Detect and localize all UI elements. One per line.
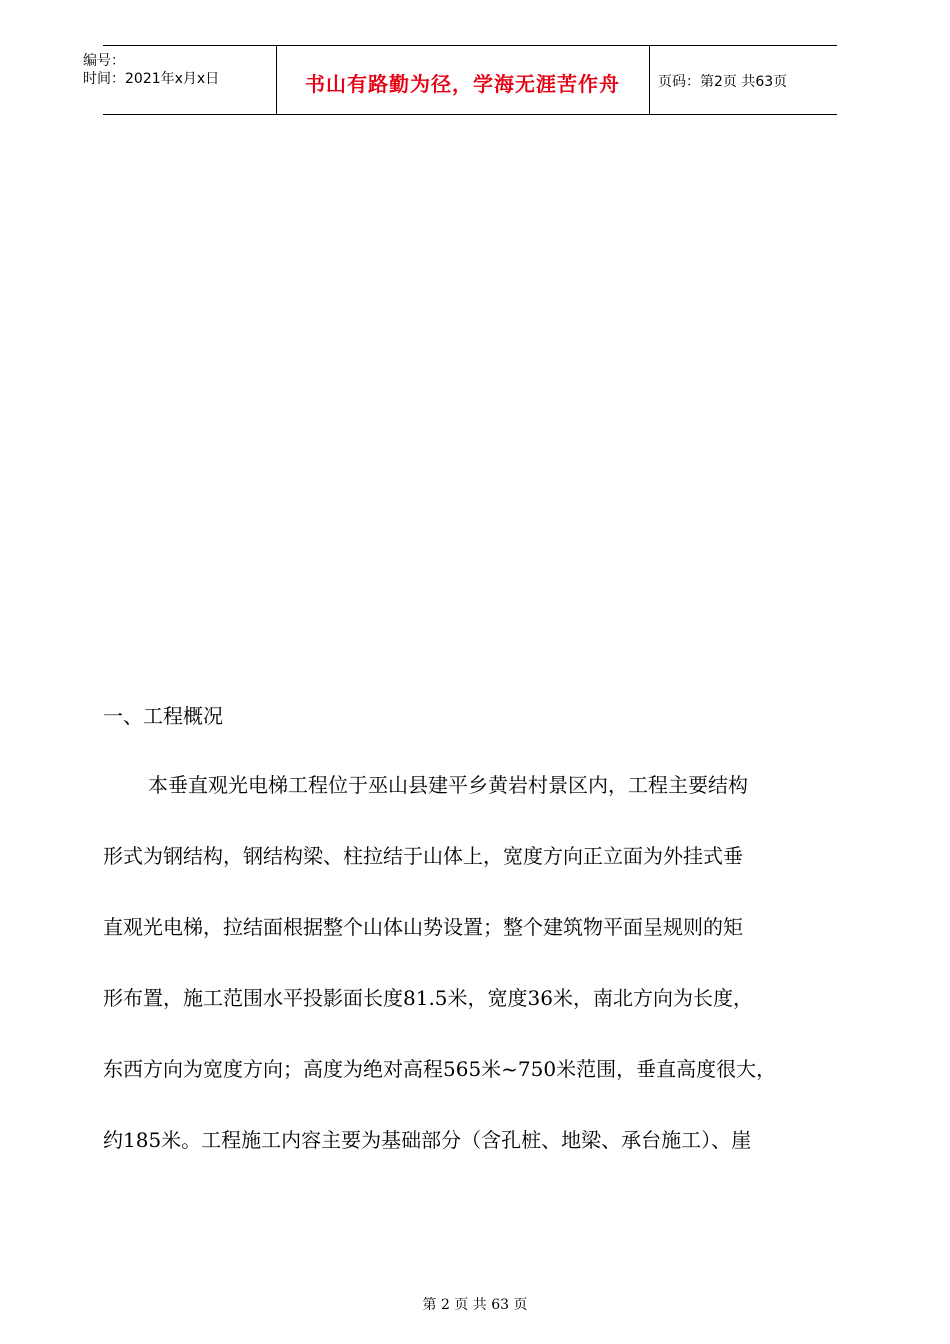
header-motto-cell xyxy=(276,46,650,114)
date-label: 时间：2021年x月x日 xyxy=(83,71,220,87)
paragraph-line: 约185米。工程施工内容主要为基础部分（含孔桩、地梁、承台施工）、崖 xyxy=(103,1128,752,1152)
paragraph-line: 东西方向为宽度方向；高度为绝对高程565米~750米范围，垂直高度很大， xyxy=(103,1057,777,1081)
motto-text: 书山有路勤为径，学海无涯苦作舟 xyxy=(305,72,620,96)
header-page-number: 页码：第2页 共63页 xyxy=(658,74,788,90)
body-paragraph xyxy=(103,770,848,1196)
section-title: 一、工程概况 xyxy=(103,704,223,728)
document-header xyxy=(83,45,837,115)
paragraph-line: 形布置，施工范围水平投影面长度81.5米，宽度36米，南北方向为长度， xyxy=(103,986,753,1010)
paragraph-line: 本垂直观光电梯工程位于巫山县建平乡黄岩村景区内，工程主要结构 xyxy=(148,773,748,797)
paragraph-line: 形式为钢结构，钢结构梁、柱拉结于山体上，宽度方向正立面为外挂式垂 xyxy=(103,844,743,868)
page-footer: 第 2 页 共 63 页 xyxy=(422,1297,528,1313)
header-page-cell xyxy=(650,46,837,114)
paragraph-line: 直观光电梯，拉结面根据整个山体山势设置；整个建筑物平面呈规则的矩 xyxy=(103,915,743,939)
serial-number-label: 编号： xyxy=(83,53,125,69)
header-info-cell xyxy=(83,46,277,114)
